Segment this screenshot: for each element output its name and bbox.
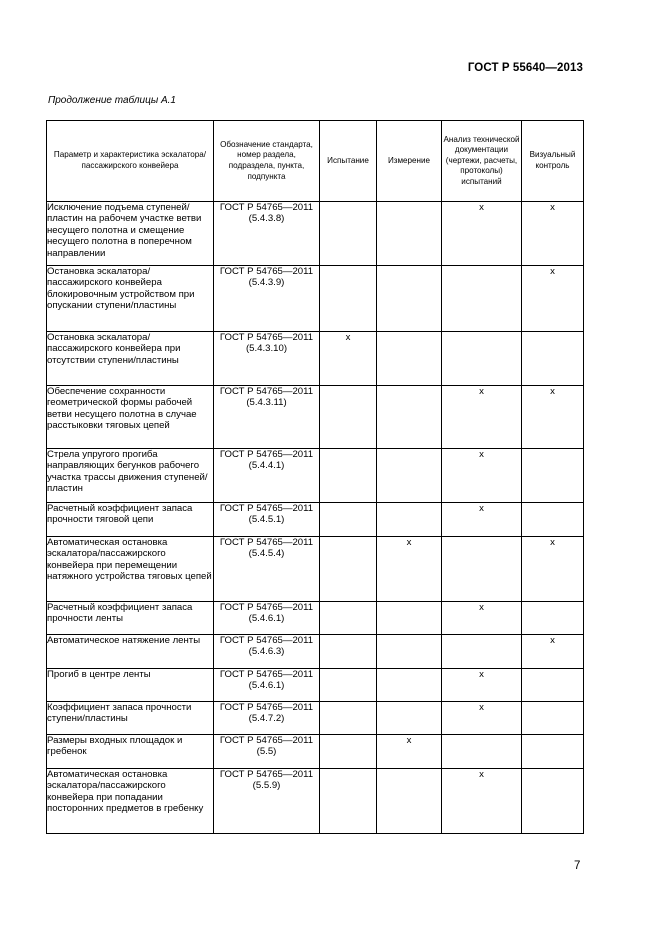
cell-parameter: Стрела упругого прогиба направляющих бегунков рабочего участка трассы движения ступеней/пластин	[47, 449, 214, 503]
cell-visual	[522, 669, 584, 702]
cell-analysis	[442, 537, 522, 602]
cell-parameter: Остановка эскалатора/пассажирского конвейера блокировочным устройством при опускании ступени/пластины	[47, 266, 214, 332]
cell-parameter: Автоматическая остановка эскалатора/пассажирского конвейера при попадании посторонних предметов в гребенку	[47, 769, 214, 834]
header-visual: Визуальный контроль	[522, 121, 584, 202]
cell-analysis: x	[442, 769, 522, 834]
cell-parameter: Прогиб в центре ленты	[47, 669, 214, 702]
cell-standard: ГОСТ Р 54765—2011 (5.4.3.8)	[214, 202, 320, 266]
table-row	[47, 386, 584, 449]
cell-visual: x	[522, 266, 584, 332]
cell-test	[320, 266, 377, 332]
cell-measurement: x	[377, 735, 442, 769]
cell-test	[320, 537, 377, 602]
cell-analysis: x	[442, 449, 522, 503]
cell-measurement	[377, 332, 442, 386]
cell-measurement	[377, 202, 442, 266]
table-row	[47, 602, 584, 635]
cell-visual: x	[522, 537, 584, 602]
table-row	[47, 702, 584, 735]
cell-test	[320, 202, 377, 266]
cell-standard: ГОСТ Р 54765—2011 (5.4.3.11)	[214, 386, 320, 449]
table-body	[47, 202, 584, 834]
cell-visual	[522, 449, 584, 503]
cell-parameter: Расчетный коэффициент запаса прочности ленты	[47, 602, 214, 635]
cell-test	[320, 702, 377, 735]
cell-standard: ГОСТ Р 54765—2011 (5.5.9)	[214, 769, 320, 834]
requirements-table	[46, 120, 584, 834]
table-row	[47, 669, 584, 702]
cell-standard: ГОСТ Р 54765—2011 (5.4.7.2)	[214, 702, 320, 735]
table-header	[47, 121, 584, 202]
cell-measurement	[377, 702, 442, 735]
cell-measurement	[377, 602, 442, 635]
cell-test	[320, 635, 377, 669]
cell-test	[320, 449, 377, 503]
cell-standard: ГОСТ Р 54765—2011 (5.4.6.1)	[214, 669, 320, 702]
cell-analysis: x	[442, 669, 522, 702]
header-standard: Обозначение стандарта, номер раздела, подраздела, пункта, подпункта	[214, 121, 320, 202]
cell-visual: x	[522, 635, 584, 669]
header-parameter: Параметр и характеристика эскалатора/пассажирского конвейера	[47, 121, 214, 202]
cell-measurement	[377, 669, 442, 702]
cell-parameter: Остановка эскалатора/пассажирского конвейера при отсутствии ступени/пластины	[47, 332, 214, 386]
table-row	[47, 735, 584, 769]
cell-parameter: Коэффициент запаса прочности ступени/пластины	[47, 702, 214, 735]
cell-analysis: x	[442, 503, 522, 537]
cell-standard: ГОСТ Р 54765—2011 (5.4.3.10)	[214, 332, 320, 386]
cell-test	[320, 769, 377, 834]
cell-standard: ГОСТ Р 54765—2011 (5.4.4.1)	[214, 449, 320, 503]
cell-parameter: Размеры входных площадок и гребенок	[47, 735, 214, 769]
header-test: Испытание	[320, 121, 377, 202]
cell-measurement	[377, 449, 442, 503]
cell-test	[320, 669, 377, 702]
cell-standard: ГОСТ Р 54765—2011 (5.5)	[214, 735, 320, 769]
table-row	[47, 769, 584, 834]
table-row	[47, 332, 584, 386]
cell-visual	[522, 769, 584, 834]
cell-standard: ГОСТ Р 54765—2011 (5.4.6.1)	[214, 602, 320, 635]
page-number: 7	[574, 860, 581, 872]
cell-visual	[522, 735, 584, 769]
table-row	[47, 449, 584, 503]
header-analysis: Анализ технической документации (чертежи, расчеты, протоколы) испытаний	[442, 121, 522, 202]
cell-test: x	[320, 332, 377, 386]
cell-measurement	[377, 769, 442, 834]
cell-analysis	[442, 332, 522, 386]
cell-parameter: Автоматическая остановка эскалатора/пассажирского конвейера при перемещении натяжного устройства тяговых цепей	[47, 537, 214, 602]
cell-test	[320, 602, 377, 635]
header-measurement: Измерение	[377, 121, 442, 202]
table-row	[47, 202, 584, 266]
table-row	[47, 266, 584, 332]
cell-standard: ГОСТ Р 54765—2011 (5.4.5.1)	[214, 503, 320, 537]
cell-standard: ГОСТ Р 54765—2011 (5.4.6.3)	[214, 635, 320, 669]
cell-parameter: Автоматическое натяжение ленты	[47, 635, 214, 669]
cell-parameter: Расчетный коэффициент запаса прочности тяговой цепи	[47, 503, 214, 537]
cell-analysis: x	[442, 202, 522, 266]
cell-visual: x	[522, 202, 584, 266]
cell-analysis	[442, 735, 522, 769]
cell-visual	[522, 702, 584, 735]
table-row	[47, 635, 584, 669]
cell-test	[320, 386, 377, 449]
cell-standard: ГОСТ Р 54765—2011 (5.4.5.4)	[214, 537, 320, 602]
cell-standard: ГОСТ Р 54765—2011 (5.4.3.9)	[214, 266, 320, 332]
cell-test	[320, 735, 377, 769]
cell-analysis: x	[442, 386, 522, 449]
table-row	[47, 537, 584, 602]
cell-measurement	[377, 503, 442, 537]
cell-measurement	[377, 266, 442, 332]
cell-measurement	[377, 386, 442, 449]
cell-visual	[522, 332, 584, 386]
cell-analysis: x	[442, 702, 522, 735]
cell-visual: x	[522, 386, 584, 449]
cell-parameter: Обеспечение сохранности геометрической формы рабочей ветви несущего полотна в случае расстыковки тяговых цепей	[47, 386, 214, 449]
table-row	[47, 503, 584, 537]
cell-measurement: x	[377, 537, 442, 602]
table-caption: Продолжение таблицы А.1	[48, 95, 176, 106]
cell-analysis	[442, 266, 522, 332]
document-standard-code: ГОСТ Р 55640—2013	[467, 62, 583, 74]
cell-visual	[522, 503, 584, 537]
cell-visual	[522, 602, 584, 635]
cell-analysis	[442, 635, 522, 669]
cell-measurement	[377, 635, 442, 669]
cell-parameter: Исключение подъема ступеней/пластин на рабочем участке ветви несущего полотна и смещение несущего полотна в поперечном направлении	[47, 202, 214, 266]
cell-test	[320, 503, 377, 537]
cell-analysis: x	[442, 602, 522, 635]
